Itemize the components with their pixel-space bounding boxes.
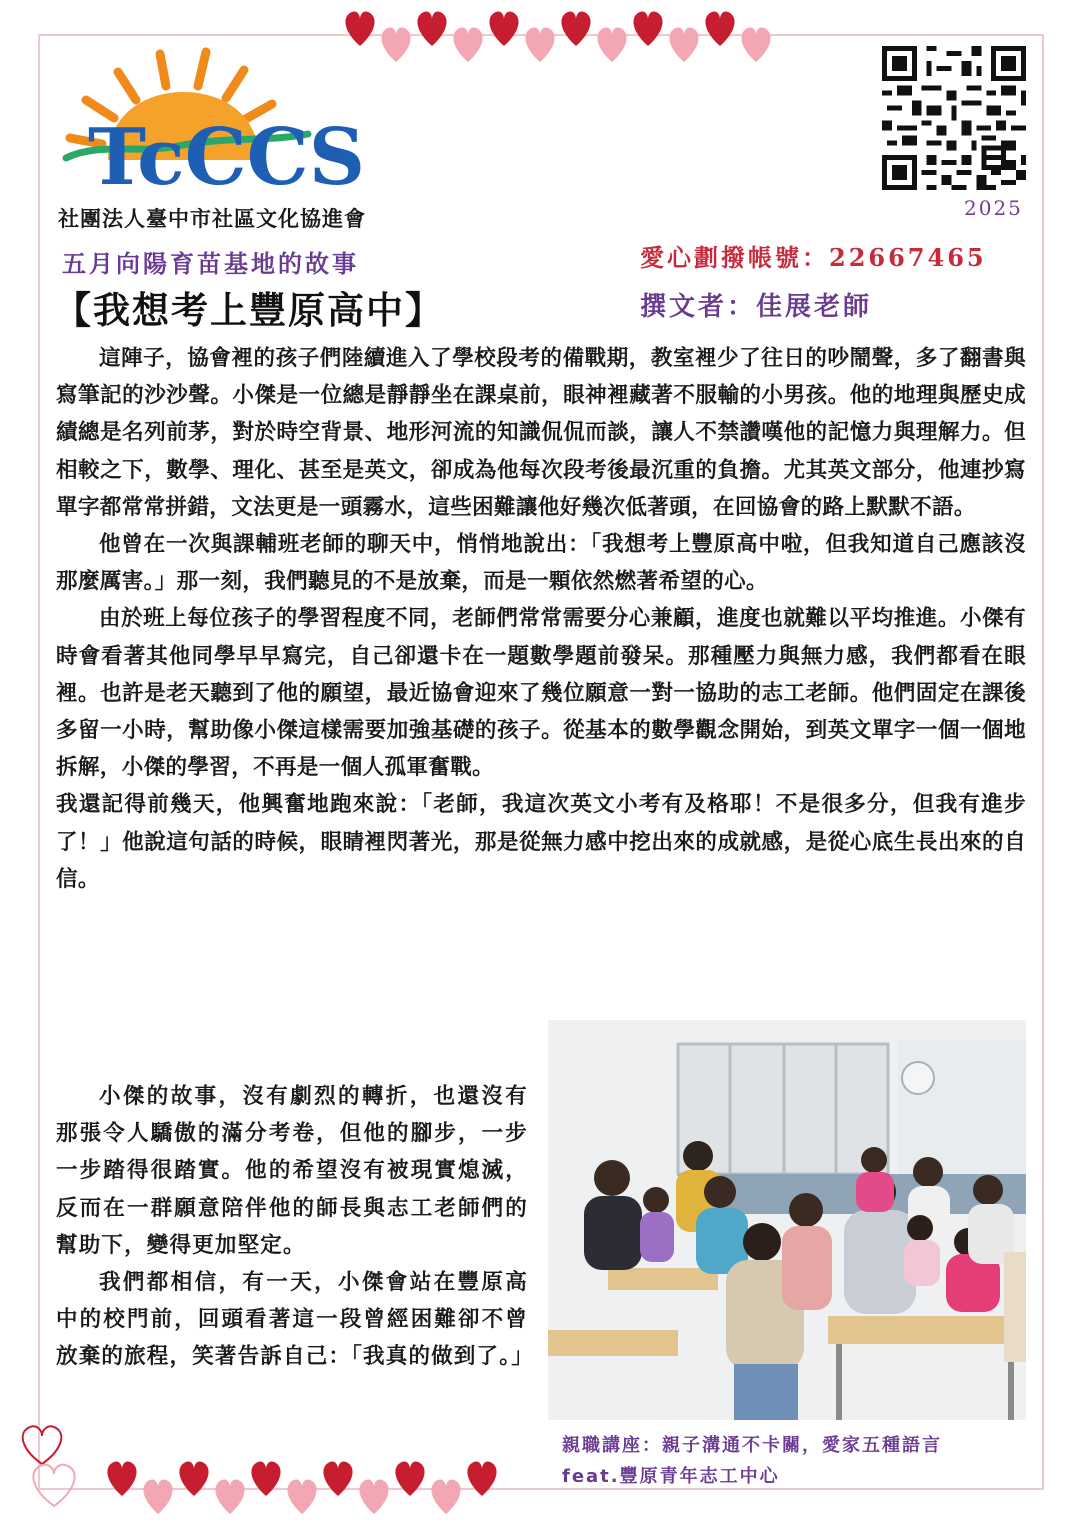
year-label: 2025 <box>964 196 1023 220</box>
article-paragraph: 這陣子，協會裡的孩子們陸續進入了學校段考的備戰期，教室裡少了往日的吵鬧聲，多了翻書與寫筆記的沙沙聲。小傑是一位總是靜靜坐在課桌前，眼神裡藏著不服輸的小男孩。他的地理與歷史成績總是名列前茅，對於時空背景、地形河流的知識侃侃而談，讓人不禁讚嘆他的記憶力與理解力。但相較之下，數學、理化、甚至是英文，卻成為他每次段考後最沉重的負擔。尤其英文部分，他連抄寫單字都常常拼錯，文法更是一頭霧水，這些困難讓他好幾次低著頭，在回協會的路上默默不語。 <box>56 346 1026 520</box>
article-body-continued <box>56 1078 534 1376</box>
qr-code-icon <box>882 46 1026 190</box>
article-paragraph: 我還記得前幾天，他興奮地跑來說：「老師，我這次英文小考有及格耶！不是很多分，但我有進步了！」他說這句話的時候，眼睛裡閃著光，那是從無力感中挖出來的成就感，是從心底生長出來的自信。 <box>56 792 1026 892</box>
organization-name: 社團法人臺中市社區文化協進會 <box>58 206 366 231</box>
donation-label: 愛心劃撥帳號： <box>640 244 829 272</box>
heart-icon <box>10 1410 530 1522</box>
top-hearts <box>340 6 780 68</box>
classroom-group-photo <box>548 1020 1026 1420</box>
heart-icon <box>340 6 780 68</box>
article-paragraph: 我們都相信，有一天，小傑會站在豐原高中的校門前，回頭看著這一段曾經困難卻不曾放棄的旅程，笑著告訴自己：「我真的做到了。」 <box>56 1270 534 1370</box>
photo-caption <box>562 1430 942 1492</box>
article-body <box>56 340 1026 898</box>
photo-caption-line: 親職講座：親子溝通不卡關，愛家五種語言 <box>562 1435 942 1456</box>
photo-caption-line: feat.豐原青年志工中心 <box>562 1466 780 1487</box>
donation-account <box>640 238 987 273</box>
page-title: 【我想考上豐原高中】 <box>54 288 444 332</box>
author-line <box>640 286 872 323</box>
author-label: 撰文者： <box>640 292 757 322</box>
donation-number: 22667465 <box>829 243 987 272</box>
article-paragraph: 他曾在一次與課輔班老師的聊天中，悄悄地說出：「我想考上豐原高中啦，但我知道自己應該沒那麼厲害。」那一刻，我們聽見的不是放棄，而是一顆依然燃著希望的心。 <box>56 532 1026 595</box>
author-name: 佳展老師 <box>756 292 873 322</box>
logo-text: TcCCS <box>88 112 366 203</box>
bottom-hearts <box>10 1410 530 1522</box>
article-paragraph: 由於班上每位孩子的學習程度不同，老師們常常需要分心兼顧，進度也就難以平均推進。小傑有時會看著其他同學早早寫完，自己卻還卡在一題數學題前發呆。那種壓力與無力感，我們都看在眼裡。也許是老天聽到了他的願望，最近協會迎來了幾位願意一對一協助的志工老師。他們固定在課後多留一小時，幫助像小傑這樣需要加強基礎的孩子。從基本的數學觀念開始，到英文單字一個一個地拆解，小傑的學習，不再是一個人孤軍奮戰。 <box>56 606 1026 781</box>
article-paragraph: 小傑的故事，沒有劇烈的轉折，也還沒有那張令人驕傲的滿分考卷，但他的腳步，一步一步踏得很踏實。他的希望沒有被現實熄滅，反而在一群願意陪伴他的師長與志工老師們的幫助下，變得更加堅定。 <box>56 1084 528 1258</box>
page-subtitle: 五月向陽育苗基地的故事 <box>62 250 359 278</box>
